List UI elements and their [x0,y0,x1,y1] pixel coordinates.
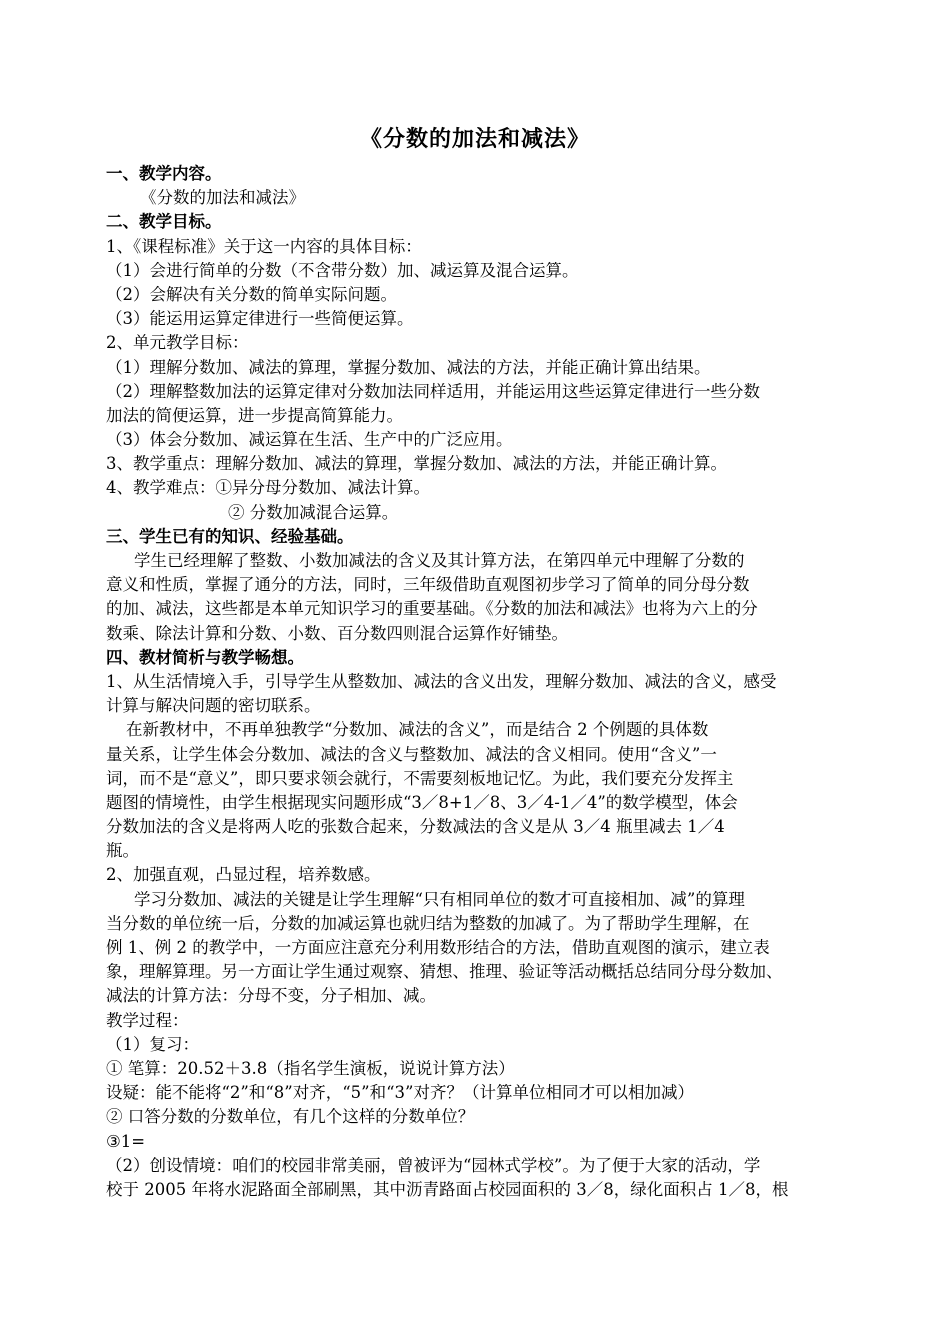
text-line: 当分数的单位统一后，分数的加减运算也就归结为整数的加减了。为了帮助学生理解，在 [106,913,750,933]
text-line: 题图的情境性，由学生根据现实问题形成“3／8+1／8、3／4-1／4”的数学模型，体会 [106,792,738,812]
document-body [106,162,851,1202]
text-line: （3）体会分数加、减运算在生活、生产中的广泛应用。 [106,430,513,450]
text-line: ③1= [106,1131,146,1151]
text-line: ② 分数加减混合运算。 [228,502,399,522]
document-title: 《分数的加法和减法》 [359,127,590,152]
text-line: 的加、减法，这些都是本单元知识学习的重要基础。《分数的加法和减法》也将为六上的分 [106,599,758,619]
text-line: 4、教学难点：①异分母分数加、减法计算。 [106,478,430,498]
paragraph-first-line: 学习分数加、减法的关键是让学生理解“只有相同单位的数才可直接相加、减”的算理 [134,889,745,909]
section-heading: 一、教学内容。 [106,164,222,183]
paragraph-first-line: 学生已经理解了整数、小数加减法的含义及其计算方法，在第四单元中理解了分数的 [134,551,745,570]
text-line: 1、从生活情境入手，引导学生从整数加、减法的含义出发，理解分数加、减法的含义，感受 [106,671,777,691]
text-line: 分数加法的含义是将两人吃的张数合起来，分数减法的含义是从 3／4 瓶里减去 1／4 [106,817,725,837]
text-line: ① 笔算：20.52＋3.8（指名学生演板，说说计算方法） [106,1058,515,1078]
text-line: 意义和性质，掌握了通分的方法，同时，三年级借助直观图初步学习了简单的同分母分数 [106,575,750,595]
text-line: 设疑：能不能将“2”和“8”对齐，“5”和“3”对齐？（计算单位相同才可以相加减） [106,1083,694,1103]
text-line: 数乘、除法计算和分数、小数、百分数四则混合运算作好铺垫。 [106,623,568,643]
section-heading: 三、学生已有的知识、经验基础。 [106,526,354,546]
text-line: 减法的计算方法：分母不变，分子相加、减。 [106,986,436,1006]
text-line: 象，理解算理。另一方面让学生通过观察、猜想、推理、验证等活动概括总结同分母分数加、 [106,962,783,982]
text-line: （2）理解整数加法的运算定律对分数加法同样适用，并能运用这些运算定律进行一些分数 [106,381,760,401]
text-line: ② 口答分数的分数单位，有几个这样的分数单位？ [106,1107,475,1127]
text-line: （1）会进行简单的分数（不含带分数）加、减运算及混合运算。 [106,260,579,280]
text-line: 2、加强直观，凸显过程，培养数感。 [106,865,381,885]
text-line: 量关系，让学生体会分数加、减法的含义与整数加、减法的含义相同。使用“含义”一 [106,744,717,764]
text-line: 计算与解决问题的密切联系。 [106,696,321,716]
paragraph-first-line: 在新教材中，不再单独教学“分数加、减法的含义”，而是结合 2 个例题的具体数 [126,720,709,740]
text-line: 3、教学重点：理解分数加、减法的算理，掌握分数加、减法的方法，并能正确计算。 [106,454,727,474]
text-line: 校于 2005 年将水泥路面全部刷黑，其中沥青路面占校园面积的 3／8，绿化面积占 1／8，根 [106,1179,789,1199]
text-line: 加法的简便运算，进一步提高简算能力。 [106,405,403,425]
text-line: （3）能运用运算定律进行一些简便运算。 [106,309,414,329]
text-line: 瓶。 [106,841,139,861]
text-line: 1、《课程标准》关于这一内容的具体目标： [106,236,422,256]
text-line: （2）会解决有关分数的简单实际问题。 [106,284,397,304]
text-line: 《分数的加法和减法》 [140,188,305,208]
text-line: 词，而不是“意义”，即只要求领会就行，不需要刻板地记忆。为此，我们要充分发挥主 [106,768,734,788]
text-line: 2、单元教学目标： [106,333,249,353]
text-line: （2）创设情境：咱们的校园非常美丽，曾被评为“园林式学校”。为了便于大家的活动，学 [106,1155,761,1175]
text-line: （1）复习： [106,1034,199,1054]
section-heading: 二、教学目标。 [106,212,222,232]
section-heading: 四、教材简析与教学畅想。 [106,647,304,667]
text-line: 例 1、例 2 的教学中，一方面应注意充分利用数形结合的方法，借助直观图的演示，建立表 [106,938,770,957]
text-line: （1）理解分数加、减法的算理，掌握分数加、减法的方法，并能正确计算出结果。 [106,357,711,377]
text-line: 教学过程： [106,1010,189,1030]
